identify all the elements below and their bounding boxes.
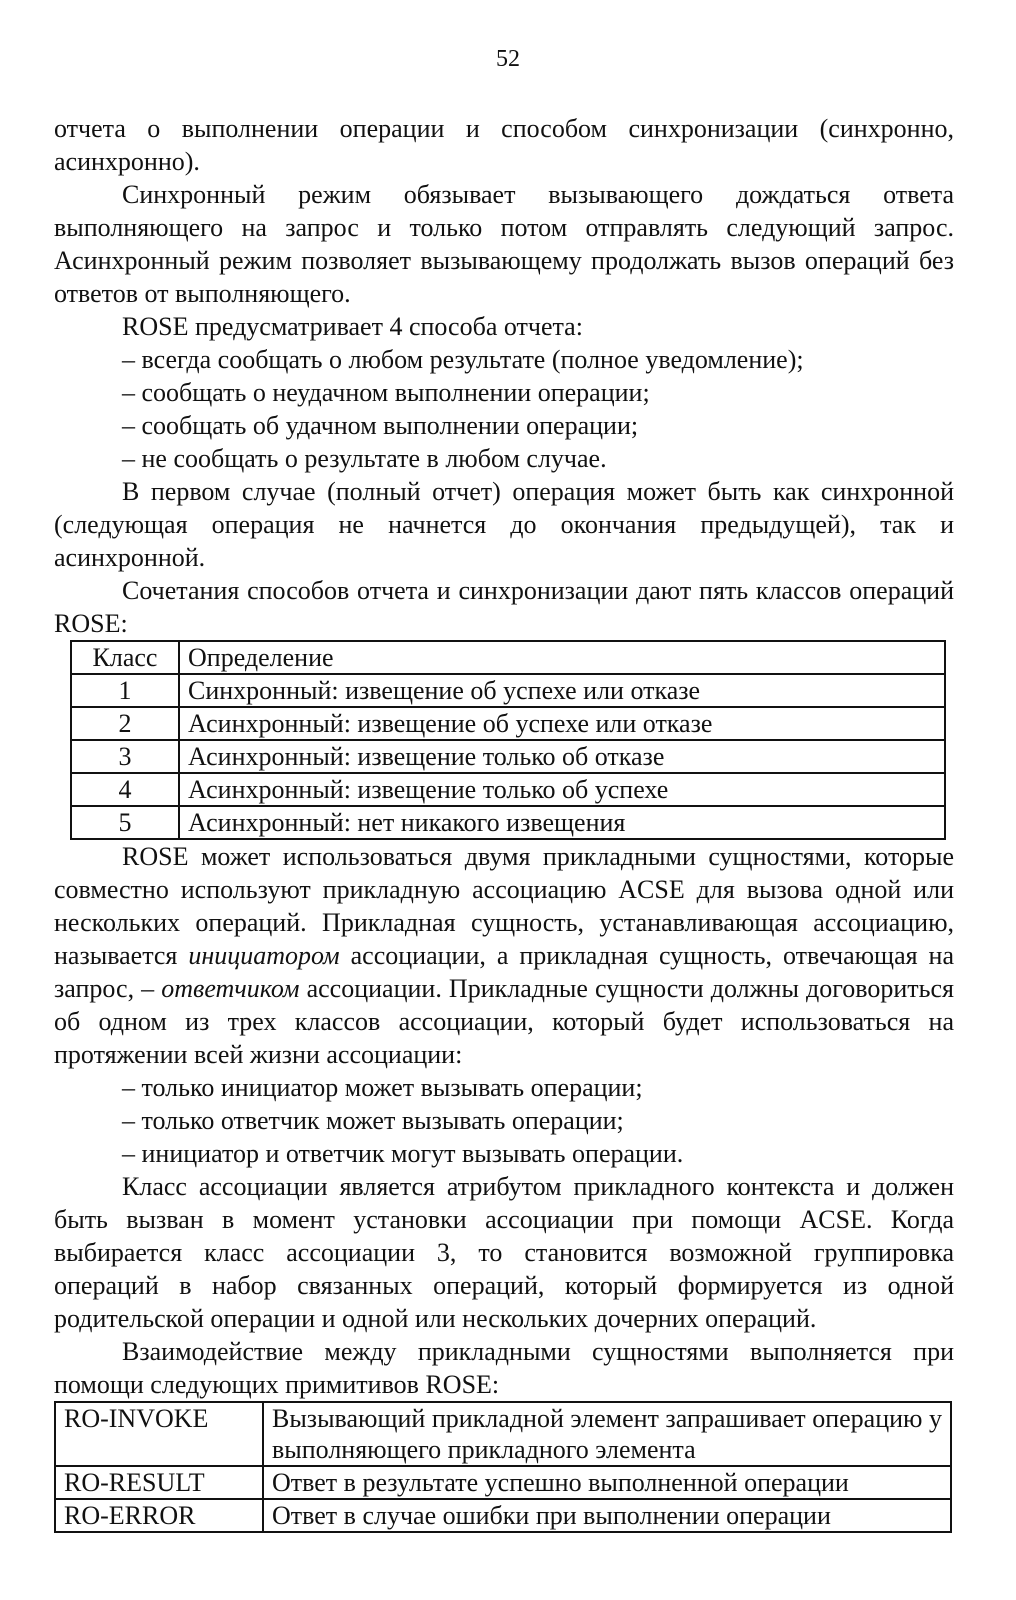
table-row <box>71 674 945 707</box>
table-cell: Синхронный: извещение об успехе или отказе <box>179 674 945 707</box>
paragraph: Класс ассоциации является атрибутом прикладного контекста и должен быть вызван в момент установки ассоциации при помощи ACSE. Когда выбирается класс ассоциации 3, то становится возможной группировка операций в набор связанных операций, который формируется из одной родительской операции и одной или нескольких дочерних операций. <box>54 1172 954 1333</box>
paragraph: Синхронный режим обязывает вызывающего дождаться ответа выполняющего на запрос и только потом отправлять следующий запрос. Асинхронный режим позволяет вызывающему продолжать вызов операций без ответов от выполняющего. <box>54 180 954 308</box>
association-classes-list <box>54 1071 954 1170</box>
table-cell: Ответ в результате успешно выполненной операции <box>263 1466 951 1499</box>
table-row <box>71 806 945 839</box>
table-cell: RO-ERROR <box>55 1499 263 1532</box>
table-row <box>55 1499 951 1532</box>
table-cell: Асинхронный: нет никакого извещения <box>179 806 945 839</box>
table-row <box>55 1466 951 1499</box>
table-cell: Ответ в случае ошибки при выполнении операции <box>263 1499 951 1532</box>
list-item: – всегда сообщать о любом результате (полное уведомление); <box>122 345 804 374</box>
paragraph: ROSE предусматривает 4 способа отчета: <box>122 312 583 341</box>
list-item: – не сообщать о результате в любом случае. <box>122 444 607 473</box>
report-ways-list <box>54 343 954 475</box>
table-cell: 3 <box>71 740 179 773</box>
list-item: – сообщать об удачном выполнении операции; <box>122 411 639 440</box>
list-item: – только ответчик может вызывать операции; <box>122 1106 624 1135</box>
list-item: – сообщать о неудачном выполнении операции; <box>122 378 650 407</box>
paragraph: В первом случае (полный отчет) операция может быть как синхронной (следующая операция не начнется до окончания предыдущей), так и асинхронной. <box>54 477 954 572</box>
text-run: ROSE может использоваться двумя прикладными сущностями, которые совместно используют прикладную ассоциацию ACSE для вызова одной или нескольких операций. Прикладная сущность, устанавливающая ассоциацию, называется <box>54 842 954 970</box>
table-cell: 4 <box>71 773 179 806</box>
primitives-table <box>54 1401 952 1533</box>
table-cell: RO-INVOKE <box>55 1402 263 1466</box>
list-item: – только инициатор может вызывать операции; <box>122 1073 643 1102</box>
paragraph: отчета о выполнении операции и способом синхронизации (синхронно, асинхронно). <box>54 114 954 176</box>
table-cell: Асинхронный: извещение только об отказе <box>179 740 945 773</box>
table-header-row <box>71 641 945 674</box>
classes-table <box>70 640 946 840</box>
paragraph <box>54 840 954 1071</box>
table-cell: Асинхронный: извещение об успехе или отказе <box>179 707 945 740</box>
table-cell: RO-RESULT <box>55 1466 263 1499</box>
table-cell: Асинхронный: извещение только об успехе <box>179 773 945 806</box>
table-cell: 1 <box>71 674 179 707</box>
table-header-cell: Класс <box>71 641 179 674</box>
page-number: 52 <box>496 46 520 72</box>
term-responder: ответчиком <box>161 974 300 1003</box>
table-cell: Вызывающий прикладной элемент запрашивает операцию у выполняющего прикладного элемента <box>263 1402 951 1466</box>
list-item: – инициатор и ответчик могут вызывать операции. <box>122 1139 684 1168</box>
paragraph: Сочетания способов отчета и синхронизации дают пять классов операций ROSE: <box>54 576 954 638</box>
page-content <box>54 112 954 1533</box>
text-run: ассоциации, а прикладная сущность, отвечающая на запрос, – <box>54 941 954 1003</box>
text-run: ассоциации. Прикладные сущности должны договориться об одном из трех классов ассоциации, который будет использоваться на протяжении всей жизни ассоциации: <box>54 974 955 1069</box>
table-row <box>71 773 945 806</box>
table-cell: 5 <box>71 806 179 839</box>
table-row <box>71 707 945 740</box>
term-initiator: инициатором <box>188 941 340 970</box>
table-row <box>71 740 945 773</box>
paragraph: Взаимодействие между прикладными сущностями выполняется при помощи следующих примитивов ROSE: <box>54 1337 954 1399</box>
table-row <box>55 1402 951 1466</box>
table-header-cell: Определение <box>179 641 945 674</box>
table-cell: 2 <box>71 707 179 740</box>
